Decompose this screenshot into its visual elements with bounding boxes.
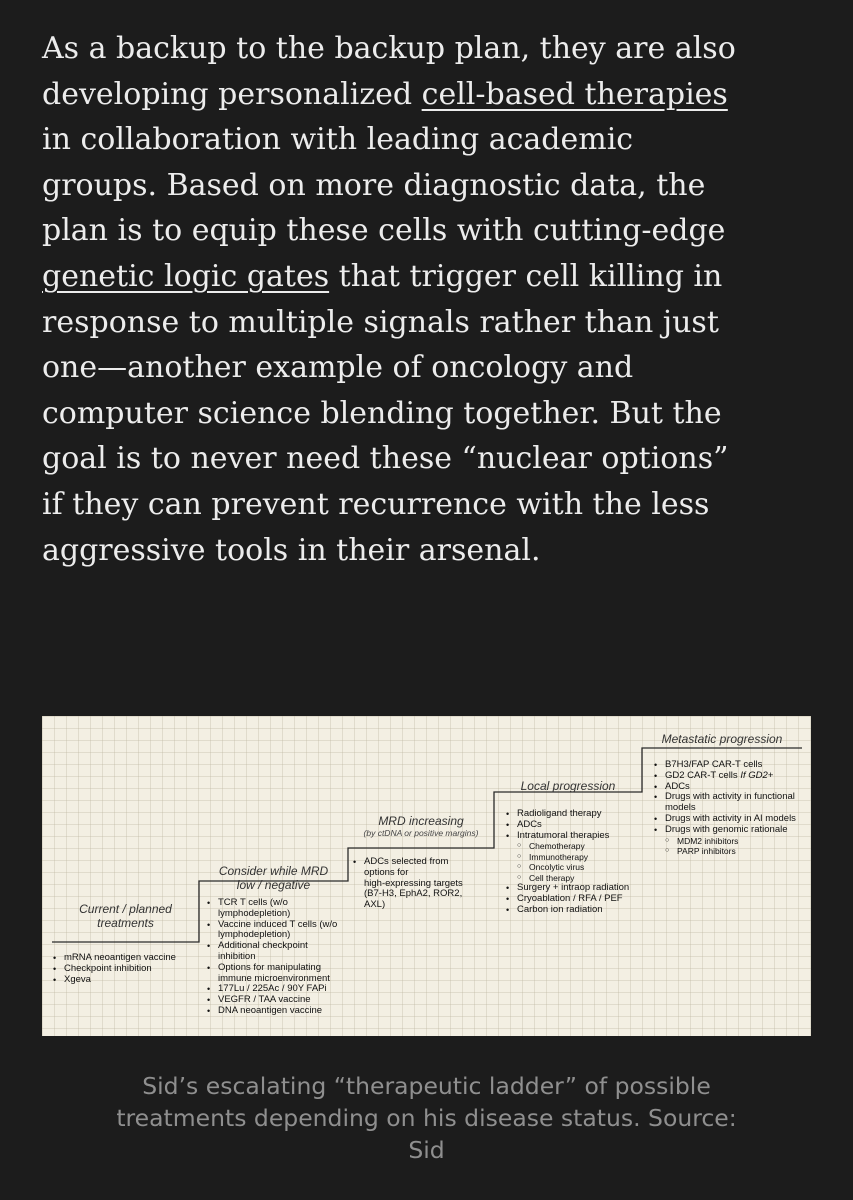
list-item: • Radioligand therapy — [505, 809, 645, 820]
list-item-continued: lymphodepletion) — [218, 929, 291, 941]
paragraph-line: plan is to equip these cells with cutting-edge — [42, 213, 726, 249]
paragraph-line: in collaboration with leading academic — [42, 122, 634, 158]
list-item-continued: high-expressing targets — [364, 877, 463, 889]
list-item: • DNA neoantigen vaccine — [206, 1006, 356, 1017]
stage-title-line: treatments — [97, 916, 154, 930]
sub-list-item: ○ Chemotherapy — [505, 841, 645, 852]
list-item: • Surgery + intraop radiation — [505, 883, 645, 894]
list-item: • Drugs with activity in AI models — [653, 814, 811, 825]
list-item-continued: options for — [364, 866, 409, 878]
list-item: • ADCs selected from — [352, 857, 497, 868]
paragraph-line: one—another example of oncology and — [42, 350, 634, 386]
list-item: • Cryoablation / RFA / PEF — [505, 894, 645, 905]
list-item: • B7H3/FAP CAR-T cells — [653, 760, 811, 771]
paragraph-line: goal is to never need these “nuclear options” — [42, 441, 729, 477]
paragraph-line: response to multiple signals rather than just — [42, 304, 719, 340]
genetic-logic-gates-link[interactable]: genetic logic gates — [42, 258, 330, 294]
stage-title-line: low / negative — [236, 878, 311, 892]
stage-consider-list — [206, 898, 356, 1017]
stage-consider-title — [199, 864, 348, 892]
caption-line: treatments depending on his disease status. Source: — [116, 1104, 737, 1132]
figure-caption — [40, 1070, 813, 1166]
stage-mrd-subtitle: (by ctDNA or positive margins) — [363, 828, 479, 838]
stage-local-list — [505, 809, 645, 916]
stage-mrd-list — [352, 857, 497, 911]
sub-list-item: ○ MDM2 inhibitors — [653, 836, 811, 847]
paragraph-line: groups. Based on more diagnostic data, the — [42, 167, 706, 203]
paragraph-line — [42, 254, 832, 300]
list-item: • Checkpoint inhibition — [52, 964, 202, 975]
stage-current-title — [52, 902, 199, 930]
stage-mrd-title: MRD increasing — [378, 814, 464, 828]
gd2-condition-note: If GD2+ — [740, 769, 774, 781]
paragraph-line — [42, 72, 832, 118]
list-item: • Drugs with activity in functional — [653, 792, 811, 803]
caption-line: Sid’s escalating “therapeutic ladder” of possible — [142, 1072, 711, 1100]
paragraph-line: As a backup to the backup plan, they are also — [42, 31, 736, 66]
list-item-continued: immune microenvironment — [218, 972, 330, 984]
paragraph-line: if they can prevent recurrence with the less — [42, 486, 710, 522]
stage-title-line: Current / planned — [79, 902, 172, 916]
list-item-continued: lymphodepletion) — [218, 907, 291, 919]
list-item: • 177Lu / 225Ac / 90Y FAPi — [206, 984, 356, 995]
sub-list-item: ○ Immunotherapy — [505, 852, 645, 863]
list-item-continued: (B7-H3, EphA2, ROR2, — [364, 888, 463, 900]
list-item: • ADCs — [653, 782, 811, 793]
list-item: • Drugs with genomic rationale — [653, 825, 811, 836]
sub-list-item: ○ Oncolytic virus — [505, 862, 645, 873]
list-item: • Xgeva — [52, 975, 202, 986]
list-item — [653, 771, 811, 782]
stage-title-line: Consider while MRD — [218, 864, 329, 878]
list-item: • mRNA neoantigen vaccine — [52, 953, 202, 964]
sub-list-item: ○ PARP inhibitors — [653, 846, 811, 857]
caption-line: Sid — [408, 1136, 445, 1164]
stage-local-title: Local progression — [520, 779, 616, 793]
list-item: • Carbon ion radiation — [505, 905, 645, 916]
list-item: • Intratumoral therapies — [505, 831, 645, 842]
list-item-text: GD2 CAR-T cells — [665, 769, 741, 781]
list-item: • TCR T cells (w/o — [206, 898, 356, 909]
paragraph-line: computer science blending together. But the — [42, 395, 722, 431]
stage-current-list — [52, 953, 202, 985]
article-paragraph — [42, 26, 832, 573]
paragraph-text: that trigger cell killing in — [329, 258, 723, 294]
sub-list-item: ○ Cell therapy — [505, 873, 645, 884]
paragraph-line: aggressive tools in their arsenal. — [42, 532, 541, 568]
therapeutic-ladder-figure — [42, 716, 811, 1036]
stage-metastatic-list — [653, 760, 811, 857]
stage-metastatic-title: Metastatic progression — [661, 732, 783, 746]
list-item-continued: inhibition — [218, 950, 256, 962]
paragraph-text: developing personalized — [42, 76, 422, 112]
list-item: • Additional checkpoint — [206, 941, 356, 952]
list-item-continued: AXL) — [364, 899, 386, 911]
list-item: • Vaccine induced T cells (w/o — [206, 920, 356, 931]
cell-based-therapies-link[interactable]: cell-based therapies — [421, 76, 728, 112]
list-item: • ADCs — [505, 820, 645, 831]
list-item: • VEGFR / TAA vaccine — [206, 995, 356, 1006]
list-item: • Options for manipulating — [206, 963, 356, 974]
list-item-continued: models — [665, 802, 696, 814]
